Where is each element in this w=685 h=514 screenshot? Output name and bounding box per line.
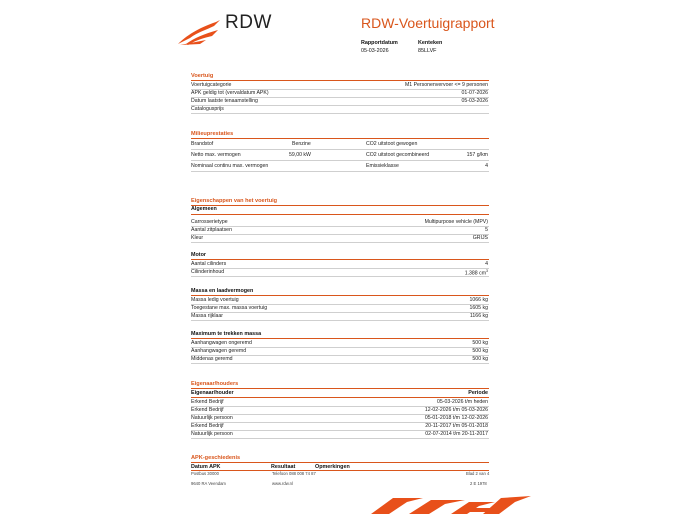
table-row: Erkend Bedrijf 05-03-2026 t/m heden xyxy=(191,399,488,405)
footer-address: Postbus 30000 xyxy=(191,471,219,476)
table-row: Massa rijklaar 1166 kg xyxy=(191,313,488,319)
footer-city: 9640 RA Veendam xyxy=(191,481,226,486)
subsection-title-algemeen: Algemeen xyxy=(191,206,217,212)
footer-website[interactable]: www.rdw.nl xyxy=(272,481,293,486)
table-row: Netto max. vermogen 59,00 kW CO2 uitstoot gecombineerd 157 g/km xyxy=(191,150,489,161)
table-row: Aanhangwagen ongeremd 500 kg xyxy=(191,340,488,346)
report-date-value: 05-03-2026 xyxy=(361,48,389,54)
table-row: Erkend Bedrijf 20-11-2017 t/m 05-01-2018 xyxy=(191,423,488,429)
table-row: Kleur GRIJS xyxy=(191,235,488,241)
section-divider xyxy=(191,205,489,206)
table-row: Natuurlijk persoon 05-01-2018 t/m 12-02-2026 xyxy=(191,415,488,421)
table-row: Aantal cilinders 4 xyxy=(191,261,488,267)
subsection-title-trekken: Maximum te trekken massa xyxy=(191,331,262,337)
footer-phone: Telefoon 088 008 74 87 xyxy=(272,471,316,476)
footer-page-ref: Blad 2 van 4 xyxy=(466,471,490,476)
table-row: Datum laatste tenaamstelling 05-03-2026 xyxy=(191,98,488,104)
page-title: RDW-Voertuigrapport xyxy=(361,15,495,31)
subsection-title-motor: Motor xyxy=(191,252,206,258)
subsection-title-massa: Massa en laadvermogen xyxy=(191,288,254,294)
table-row: Nominaal continu max. vermogen Emissieklasse 4 xyxy=(191,161,489,172)
license-plate-value: 85LLVF xyxy=(418,48,437,54)
footer-code: 2 E 1978 xyxy=(470,481,487,486)
table-header: Datum APK Resultaat Opmerkingen xyxy=(191,463,489,471)
section-title-milieu: Milieuprestaties xyxy=(191,131,234,137)
rdw-logo-icon xyxy=(176,18,224,48)
table-row: Aantal zitplaatsen 5 xyxy=(191,227,488,233)
subsection-divider xyxy=(191,214,489,215)
table-row: Toegestane max. massa voertuig 1605 kg xyxy=(191,305,488,311)
table-header: Eigenaar/houder Periode xyxy=(191,390,488,396)
section-title-voertuig: Voertuig xyxy=(191,73,214,79)
decorative-stripes-icon xyxy=(365,494,535,514)
table-row: Voertuigcategorie M1 Personenvervoer <= 9 personen xyxy=(191,82,488,88)
report-date-label: Rapportdatum xyxy=(361,40,398,46)
table-row: Catalogusprijs xyxy=(191,105,489,114)
table-row: Carrosserietype Multipurpose vehicle (MPV) xyxy=(191,219,488,225)
table-row: Brandstof Benzine CO2 uitstoot gewogen xyxy=(191,139,489,150)
table-row: Natuurlijk persoon 02-07-2014 t/m 20-11-2017 xyxy=(191,431,488,437)
section-title-apk: APK-geschiedenis xyxy=(191,455,241,461)
table-row: Erkend Bedrijf 12-02-2026 t/m 05-03-2026 xyxy=(191,407,488,413)
table-row: Cilinderinhoud 1.388 $cm^3$ xyxy=(191,269,488,277)
table-row: APK geldig tot (vervaldatum APK) 01-07-2026 xyxy=(191,90,488,96)
section-title-eigenaren: Eigenaar/houders xyxy=(191,381,239,387)
section-title-eigenschappen: Eigenschappen van het voertuig xyxy=(191,198,278,204)
table-row: Middenas geremd 500 kg xyxy=(191,356,488,362)
license-plate-label: Kenteken xyxy=(418,40,443,46)
table-row: Aanhangwagen geremd 500 kg xyxy=(191,348,488,354)
table-row: Massa ledig voertuig 1066 kg xyxy=(191,297,488,303)
brand-name: RDW xyxy=(225,12,272,33)
